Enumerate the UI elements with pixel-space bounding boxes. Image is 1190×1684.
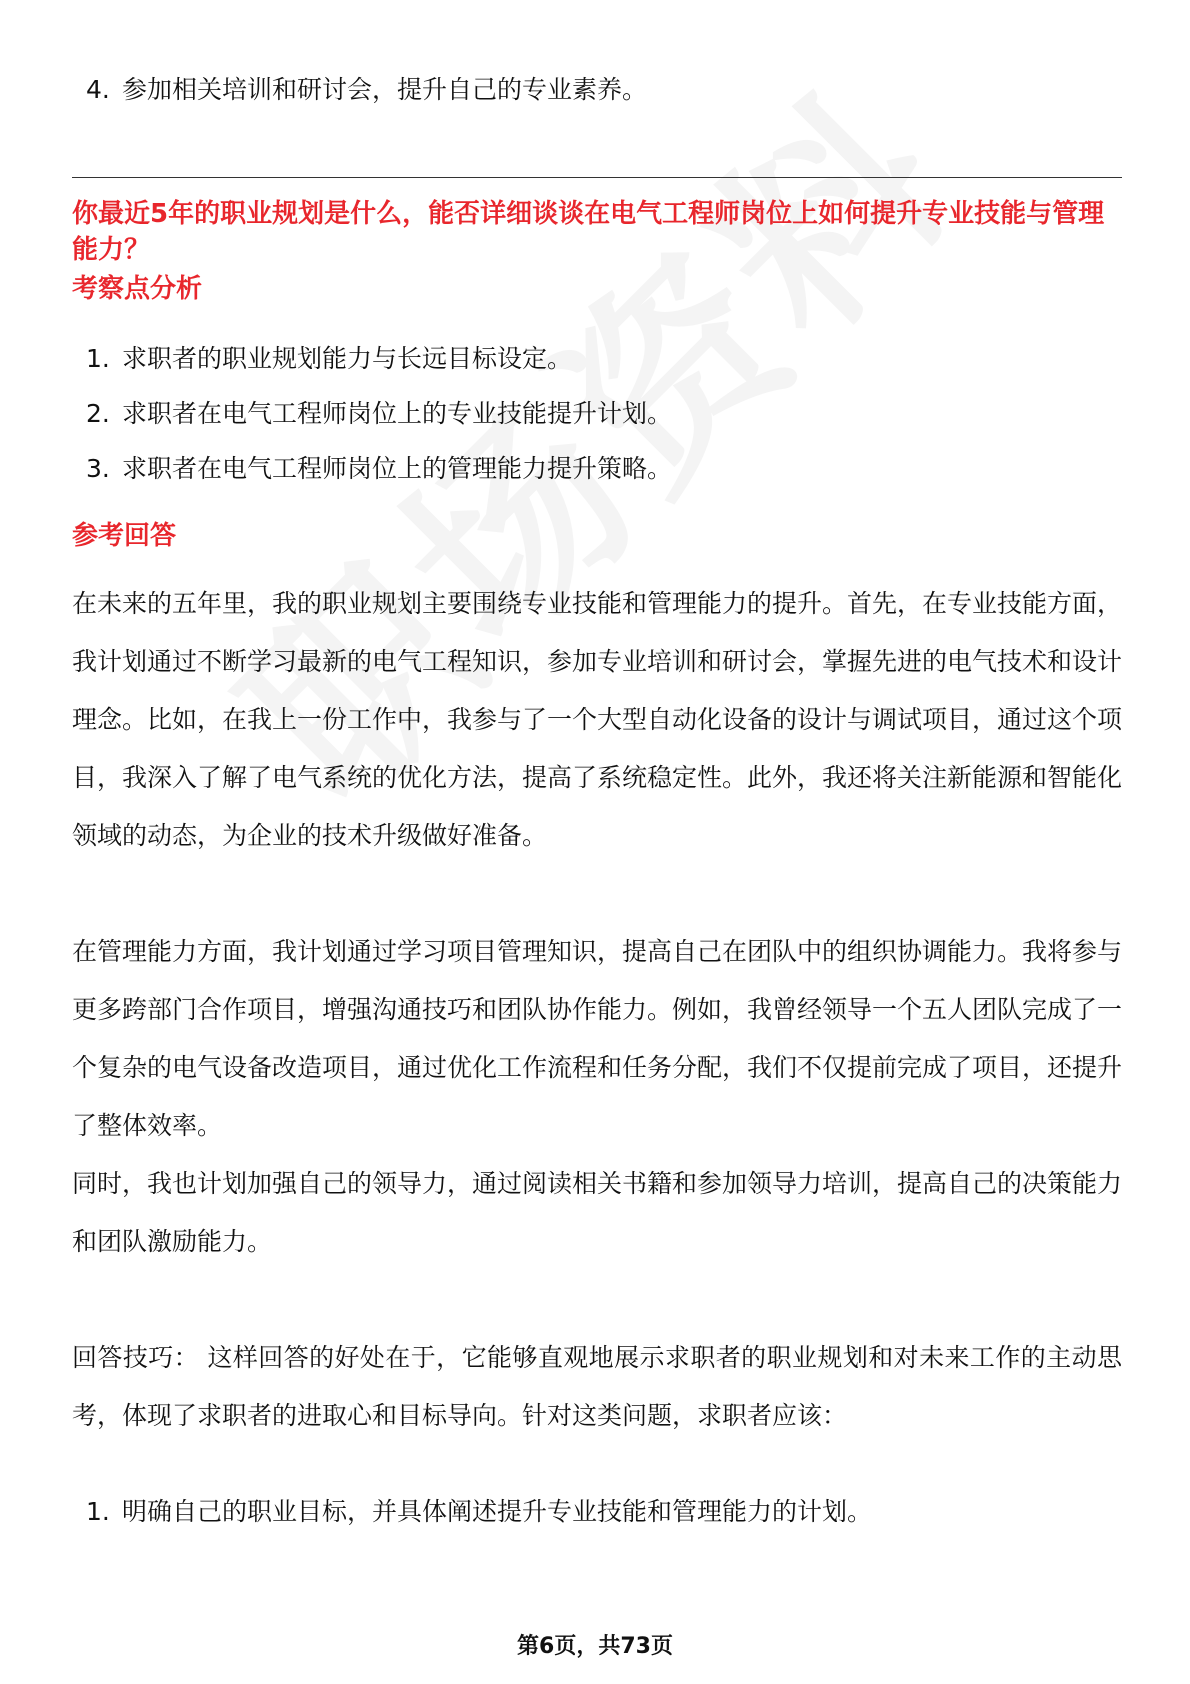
list-item bbox=[86, 451, 672, 487]
list-number: 1. bbox=[86, 1497, 110, 1526]
list-text: 求职者在电气工程师岗位上的专业技能提升计划。 bbox=[122, 399, 673, 428]
list-item bbox=[86, 1494, 872, 1530]
answer-paragraph: 在管理能力方面，我计划通过学习项目管理知识，提高自己在团队中的组织协调能力。我将参与更多跨部门合作项目，增强沟通技巧和团队协作能力。例如，我曾经领导一个五人团队完成了一个复杂的电气设备改造项目，通过优化工作流程和任务分配，我们不仅提前完成了项目，还提升了整体效率。 bbox=[72, 937, 1123, 1140]
answer-title: 参考回答 bbox=[72, 521, 177, 551]
list-text: 明确自己的职业目标，并具体阐述提升专业技能和管理能力的计划。 bbox=[122, 1497, 873, 1526]
answer-paragraph: 在未来的五年里，我的职业规划主要围绕专业技能和管理能力的提升。首先，在专业技能方面，我计划通过不断学习最新的电气工程知识，参加专业培训和研讨会，掌握先进的电气技术和设计理念。比如，在我上一份工作中，我参与了一个大型自动化设备的设计与调试项目，通过这个项目，我深入了解了电气系统的优化方法，提高了系统稳定性。此外，我还将关注新能源和智能化领域的动态，为企业的技术升级做好准备。 bbox=[72, 589, 1123, 850]
list-number: 3. bbox=[86, 454, 110, 483]
analysis-title: 考察点分析 bbox=[72, 274, 203, 304]
section-divider bbox=[72, 177, 1122, 178]
question-heading: 你最近5年的职业规划是什么，能否详细谈谈在电气工程师岗位上如何提升专业技能与管理能力？ bbox=[72, 199, 1105, 265]
list-item bbox=[86, 341, 572, 377]
list-item bbox=[86, 396, 672, 432]
answer-paragraph: 同时，我也计划加强自己的领导力，通过阅读相关书籍和参加领导力培训，提高自己的决策能力和团队激励能力。 bbox=[72, 1169, 1123, 1256]
list-item bbox=[86, 72, 647, 108]
page-footer: 第6页，共73页 bbox=[517, 1634, 673, 1659]
list-text: 求职者的职业规划能力与长远目标设定。 bbox=[122, 344, 573, 373]
list-number: 1. bbox=[86, 344, 110, 373]
list-number: 2. bbox=[86, 399, 110, 428]
list-number: 4. bbox=[86, 75, 110, 104]
list-text: 求职者在电气工程师岗位上的管理能力提升策略。 bbox=[122, 454, 673, 483]
answer-tips-paragraph: 回答技巧： 这样回答的好处在于，它能够直观地展示求职者的职业规划和对未来工作的主动思考，体现了求职者的进取心和目标导向。针对这类问题，求职者应该： bbox=[72, 1343, 1122, 1430]
list-text: 参加相关培训和研讨会，提升自己的专业素养。 bbox=[122, 75, 648, 104]
